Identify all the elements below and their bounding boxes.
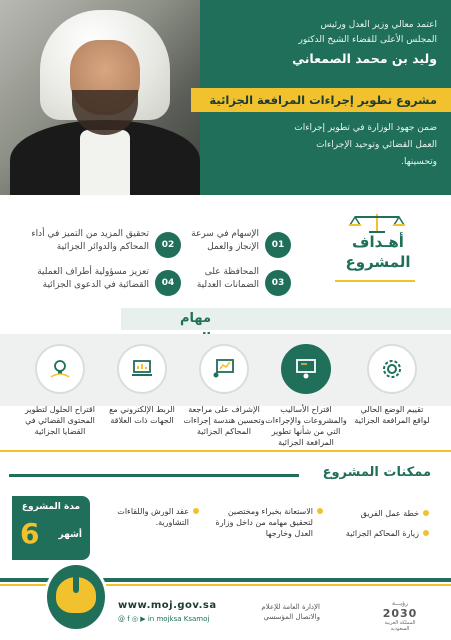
website-link[interactable]: www.moj.gov.sa (118, 600, 217, 611)
goal-text: المحافظة على الضمانات العدلية (196, 267, 259, 290)
section-divider (0, 450, 451, 452)
enablers-title: ممكنات المشروع (322, 465, 431, 480)
project-banner: مشروع تطوير إجراءات المرافعة الجزائية (191, 88, 451, 112)
goals-underline (335, 280, 415, 282)
enablers-accent-bar (9, 474, 299, 477)
enabler-item: زيارة المحاكم الجزائية (329, 528, 419, 539)
goal-number: 01 (265, 232, 291, 258)
goal-number: 02 (155, 232, 181, 258)
ministry-emblem-icon (44, 562, 108, 632)
hero-line-1: اعتمد معالي وزير العدل ورئيس (320, 20, 437, 30)
minister-name: وليد بن محمد الصمعاني (292, 51, 437, 66)
gear-icon (367, 344, 417, 394)
bullet-icon (317, 508, 323, 514)
tasks-header (121, 308, 451, 330)
enabler-item: الاستعانة بخبراء ومختصين لتحقيق مهامه من داخل وزارة العدل وخارجها (203, 506, 313, 539)
goal-item-04 (6, 266, 181, 304)
social-handles[interactable]: @ f ◎ ▶ in mojksa Ksamoj (118, 615, 210, 623)
project-duration-card (12, 496, 90, 560)
admin-dept: الإدارة العامة للإعلام والاتصال المؤسسي (261, 603, 320, 621)
enabler-item: عقد الورش واللقاءات التشاورية. (111, 506, 189, 528)
bullet-icon (193, 508, 199, 514)
hero-section (0, 0, 451, 195)
goal-text: تحقيق المزيد من التميز في أداء المحاكم والدوائر الجزائية (31, 229, 149, 252)
goal-item-01 (181, 228, 291, 266)
task-label: اقتراح الأساليب والمشروعات والإجراءات التي من شأنها تطوير المرافعة الجزائية (265, 405, 347, 447)
task-label: تقييم الوضع الحالي لواقع المرافعة الجزائية (354, 405, 430, 425)
scale-icon (347, 212, 407, 234)
lightbulb-icon (35, 344, 85, 394)
hero-description: ضمن جهود الوزارة في تطوير إجراءات العمل القضائي وتوحيد الإجراءات وتحسينها. (294, 123, 437, 167)
task-label: الربط الإلكتروني مع الجهات ذات العلاقة (109, 405, 175, 425)
task-label: الإشراف على مراجعة وتحسين هندسة إجراءات المحاكم الجزائية (183, 405, 265, 436)
hero-text (207, 18, 437, 68)
tasks-title: مهام (179, 311, 211, 326)
bullet-icon (423, 530, 429, 536)
duration-value: 6 (20, 517, 40, 550)
task-label: اقتراح الحلول لتطوير المحتوى القضائي في القضايا الجزائية (25, 405, 95, 436)
bullet-icon (423, 510, 429, 516)
goal-item-02 (6, 228, 181, 266)
vision-2030-logo: رؤيـــة 2030 المملكة العربية السعودية (382, 600, 418, 632)
duration-title: مدة المشروع (21, 502, 81, 512)
goal-text: الإسهام في سرعة الإنجاز والعمل (191, 229, 259, 252)
laptop-chart-icon (117, 344, 167, 394)
enabler-item: خطة عمل الفريق (329, 508, 419, 519)
goal-text: تعزيز مسؤولية أطراف العملية القضائية في الدعوى الجزائية (37, 267, 149, 290)
hero-line-2: المجلس الأعلى للقضاء الشيخ الدكتور (298, 35, 437, 45)
goals-title: أهـداف المشروع (345, 233, 411, 271)
goal-number: 04 (155, 270, 181, 296)
goal-item-03 (181, 266, 291, 304)
duration-unit: أشهر (58, 530, 82, 540)
goal-number: 03 (265, 270, 291, 296)
chart-board-icon (199, 344, 249, 394)
presentation-icon (281, 344, 331, 394)
minister-photo (0, 0, 200, 195)
